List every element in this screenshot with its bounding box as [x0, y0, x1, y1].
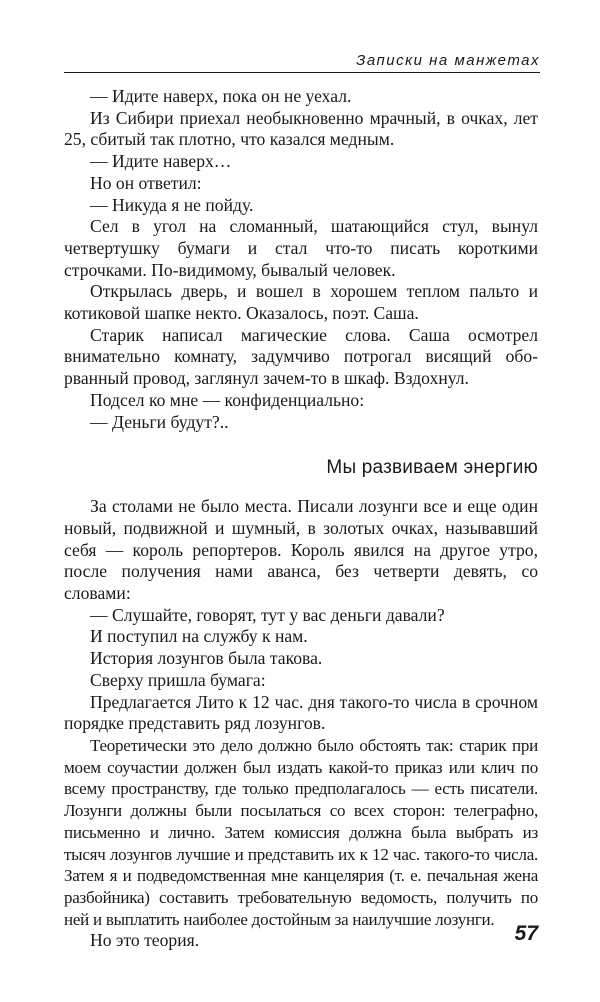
paragraph: Сел в угол на сломанный, шатающийся стул, вынул четвертушку бумаги и стал что-то писать короткими строчками. По-видимому, бывалый человек. — [64, 216, 538, 280]
paragraph: Старик написал магические слова. Саша осмотрел внимательно комнату, задумчиво потрогал висящий оборванный провод, заглянул зачем-то в шкаф. Вздохнул. — [64, 324, 538, 389]
paragraph: Открылась дверь, и вошел в хорошем теплом пальто и котиковой шапке некто. Оказалось, поэт. Саша. — [64, 281, 538, 324]
page-number: 57 — [514, 922, 538, 945]
paragraph: История лозунгов была такова. — [90, 648, 323, 669]
paragraph: — Никуда я не пойду. — [90, 194, 254, 215]
paragraph: Подсел ко мне — конфиденциально: — [90, 389, 365, 410]
page-body — [64, 86, 538, 952]
paragraph: Но он ответил: — [90, 172, 202, 193]
paragraph: Но это теория. — [90, 930, 200, 951]
paragraph: Из Сибири приехал необыкновенно мрачный, в очках, лет 25, сбитый так плотно, что казался медным. — [64, 107, 538, 150]
paragraph: Предлагается Лито к 12 час. дня такого-то числа в срочном порядке представить ряд лозунгов. — [64, 691, 538, 734]
paragraph: — Слушайте, говорят, тут у вас деньги давали? — [90, 604, 445, 625]
paragraph: — Идите наверх, пока он не уехал. — [90, 86, 352, 106]
section-title: Мы развиваем энергию — [326, 457, 538, 479]
paragraph: Теоретически это дело должно было обстоять так: старик при моем соучастии должен был издать какой-то приказ или клич по всему пространству, где только предполагалось — есть писатели. Лозунги должны были посылаться со всех сторон: телеграфно, письменно и лично. Затем комиссия должна была выбрать из тысяч лозунгов лучшие и представить их к 12 час. такого-то числа. Затем я и подведомственная мне канцелярия (т. е. печальная жена разбойника) составить требовательную ведомость, получить по ней и выплатить наиболее достойным за наилучшие лозунги. — [64, 735, 538, 929]
paragraph: Сверху пришла бумага: — [90, 669, 266, 690]
paragraph: И поступил на службу к нам. — [90, 626, 308, 647]
paragraph: — Деньги будут?.. — [90, 411, 229, 432]
paragraph: — Идите наверх… — [90, 151, 232, 172]
paragraph: За столами не было места. Писали лозунги все и еще один новый, подвижной и шумный, в золотых очках, называвший себя — король репортеров. Король явился на другое утро, после получения нами аванса, без четверти девять, со словами: — [64, 496, 538, 604]
running-header: Записки на манжетах — [356, 52, 540, 69]
header-rule — [64, 72, 540, 73]
